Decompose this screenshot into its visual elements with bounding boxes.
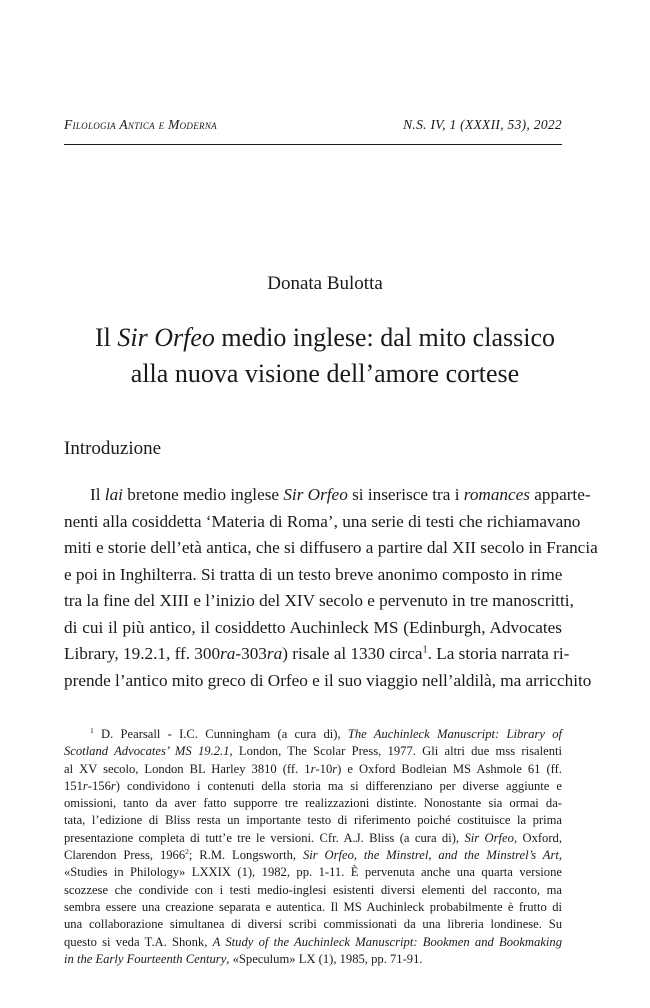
footnote-line <box>64 830 562 847</box>
footnote-line <box>64 726 562 743</box>
text-run: questo si veda T.A. Shonk, <box>64 934 213 949</box>
footnote-line <box>64 882 562 899</box>
footnote-line <box>64 934 562 951</box>
text-run: omissioni, tanto da aver fatto supporre tre realizzazioni distinte. Nonostante sia ormai da- <box>64 796 562 811</box>
journal-name: Filologia Antica e Moderna <box>64 117 217 132</box>
text-run: r <box>110 778 116 793</box>
text-run: , Oxford, <box>513 830 562 845</box>
body-line <box>64 509 581 536</box>
text-run: Scotland Advocates’ MS 19.2.1 <box>64 744 230 759</box>
text-run: e poi in Inghilterra. Si tratta di un testo breve anonimo composto in rime <box>64 564 563 584</box>
text-run: D. Pearsall - I.C. Cunningham (a cura di), <box>93 727 348 741</box>
footnote-marker: 2 <box>185 846 189 856</box>
author-name: Donata Bulotta <box>267 273 383 294</box>
footnote-line <box>64 778 562 795</box>
text-run: bretone medio inglese <box>122 485 284 504</box>
footnote-line <box>64 743 562 760</box>
text-run: Clarendon Press, 1966 <box>64 848 186 863</box>
text-run: A Study of the Auchinleck Manuscript: Bookmen and Bookmaking <box>212 934 562 949</box>
text-run: -156 <box>87 778 111 793</box>
title-line-1 <box>40 320 610 356</box>
article-title <box>40 320 610 392</box>
text-run: r <box>82 778 88 793</box>
text-run: tra la fine del XIII e l’inizio del XIV secolo e pervenuto in tre manoscritti, <box>64 591 574 610</box>
text-run: apparte- <box>529 485 591 504</box>
text-run: ) risale al 1330 circa <box>282 644 423 663</box>
text-run: ) e Oxford Bodleian MS Ashmole 61 (ff. <box>337 761 562 776</box>
text-run: «Studies in Philology» LXXIX (1), 1982, pp. 1-11. È pervenuta anche una quarta versione <box>64 865 562 880</box>
text-run: Il <box>90 485 105 504</box>
text-run: scozzese che condivide con i testi medio-inglesi esistenti diversi elementi del racconto, ma <box>64 882 562 897</box>
section-heading: Introduzione <box>64 438 162 459</box>
footnote-line <box>64 847 562 864</box>
text-run: -303 <box>235 644 267 663</box>
text-run: si inserisce tra i <box>347 485 464 504</box>
footnote-line <box>64 899 562 916</box>
text-run: miti e storie dell’età antica, che si diffusero a partire dal XII secolo in Francia <box>64 538 598 557</box>
text-run: in the Early Fourteenth Century <box>64 951 227 966</box>
footnote-block <box>64 726 562 968</box>
body-line <box>64 668 592 695</box>
text-run: sembra essere una creazione separata e autentica. Il MS Auchinleck probabilmente è frutto di <box>64 899 562 914</box>
title-text: medio inglese: dal mito classico <box>214 323 555 352</box>
title-italic-text: Sir Orfeo <box>117 323 215 352</box>
body-line <box>64 482 591 509</box>
text-run: . La storia narrata ri- <box>427 644 570 663</box>
text-run: Library, 19.2.1, ff. 300 <box>64 644 221 663</box>
footnote-line <box>64 916 562 933</box>
text-run: presentazione completa di tutt’e tre le versioni. Cfr. A.J. Bliss (a cura di), <box>64 830 465 845</box>
text-run: -10 <box>315 761 333 776</box>
text-run: lai <box>104 485 123 504</box>
text-run: nenti alla cosiddetta ‘Materia di Roma’, una serie di testi che richiamavano <box>64 511 581 531</box>
text-run: tata, l’edizione di Bliss resta un importante testo di riferimento poiché costituisce la prima <box>64 813 562 828</box>
text-run: ra <box>220 644 236 663</box>
text-run: Sir Orfeo <box>283 485 348 504</box>
text-run: , «Speculum» LX (1), 1985, pp. 71-91. <box>226 951 423 966</box>
text-run: r <box>310 761 316 776</box>
text-run: Sir Orfeo <box>464 830 514 845</box>
text-run: prende l’antico mito greco di Orfeo e il suo viaggio nell’aldilà, ma arricchito <box>64 670 592 690</box>
body-line <box>64 535 598 562</box>
footnote-line <box>64 795 562 812</box>
text-run: The Auchinleck Manuscript: Library of <box>347 727 562 741</box>
body-line <box>64 562 562 589</box>
text-run: , <box>558 848 562 863</box>
header-rule <box>64 144 562 145</box>
title-text: Il <box>95 323 118 352</box>
text-run: al XV secolo, London BL Harley 3810 (ff. 1 <box>64 761 311 776</box>
text-run: , London, The Scolar Press, 1977. Gli altri due mss risalenti <box>229 744 562 759</box>
text-run: ; R.M. Longsworth, <box>188 848 303 863</box>
footnote-marker: 1 <box>422 644 428 656</box>
footnote-marker: 1 <box>90 725 94 735</box>
title-line-2: alla nuova visione dell’amore cortese <box>130 359 520 388</box>
body-line <box>64 615 562 642</box>
body-line <box>64 588 574 615</box>
footnote-line <box>64 761 562 778</box>
text-run: r <box>332 761 338 776</box>
text-run: Sir Orfeo, the Minstrel, and the Minstrel’s Art <box>302 848 559 863</box>
issue-info: N.S. IV, 1 (XXXII, 53), 2022 <box>403 117 562 132</box>
text-run: ) condividono i contenuti della storia ma si differenziano per diverse aggiunte e <box>115 778 562 793</box>
text-run: di cui il più antico, il cosiddetto Auchinleck MS (Edinburgh, Advocates <box>64 617 562 637</box>
text-run: romances <box>463 485 530 504</box>
text-run: una collaborazione simultanea di diversi scribi commissionati da una libreria londinese. Su <box>64 917 562 932</box>
body-paragraph <box>64 482 598 694</box>
footnote-line <box>64 812 562 829</box>
footnote-line <box>64 864 562 881</box>
text-run: 151 <box>64 778 83 793</box>
footnote-line <box>64 951 562 968</box>
body-line <box>64 641 570 668</box>
text-run: ra <box>266 644 283 663</box>
